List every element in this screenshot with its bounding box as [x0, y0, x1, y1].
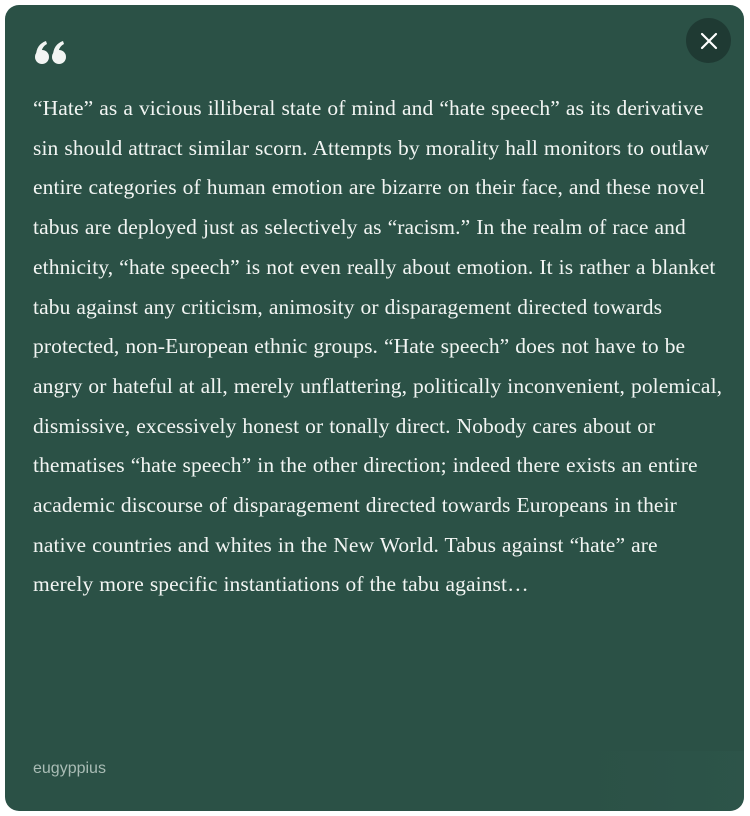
quote-author[interactable]: eugyppius: [33, 760, 106, 777]
close-icon: [700, 32, 718, 50]
quote-marks-icon: [33, 37, 69, 67]
corner-shade: [584, 751, 744, 811]
quote-card: [5, 5, 744, 811]
quote-text: “Hate” as a vicious illiberal state of mind and “hate speech” as its derivative sin should attract similar scorn. Attempts by morality hall monitors to outlaw entire categories of human emotion are bizarre on their face, and these novel tabus are deployed just as selectively as “racism.” In the realm of race and ethnicity, “hate speech” is not even really about emotion. It is rather a blanket tabu against any criticism, animosity or disparagement directed towards protected, non-European ethnic groups. “Hate speech” does not have to be angry or hateful at all, merely unflattering, politically inconvenient, polemical, dismissive, excessively honest or tonally direct. Nobody cares about or thematises “hate speech” in the other direction; indeed there exists an entire academic discourse of disparagement directed towards Europeans in their native countries and whites in the New World. Tabus against “hate” are merely more specific instantiations of the tabu against…: [33, 96, 723, 597]
close-button[interactable]: [686, 18, 731, 63]
